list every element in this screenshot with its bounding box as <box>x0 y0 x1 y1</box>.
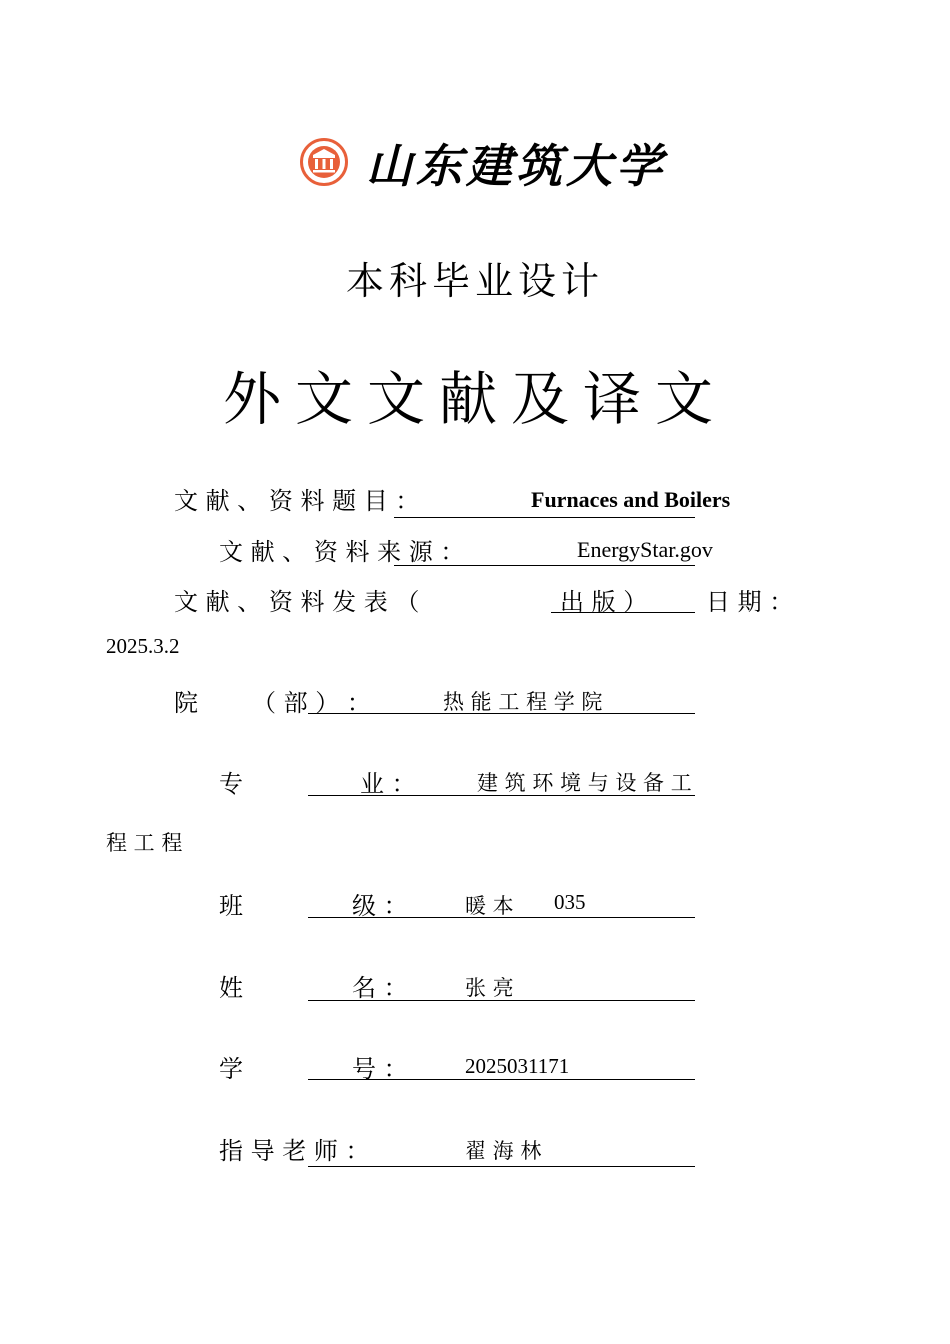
id-label-a: 学 <box>219 1055 243 1083</box>
major-value-b: 程 工 程 <box>106 831 183 855</box>
date-label-b: 出 版 ） <box>560 588 648 616</box>
major-underline <box>308 795 695 796</box>
title-value: Furnaces and Boilers <box>531 487 731 512</box>
advisor-value: 翟 海 林 <box>465 1139 542 1163</box>
id-value: 2025031171 <box>465 1054 570 1078</box>
source-label: 文 献 、 资 料 来 源 ： <box>219 538 465 566</box>
dept-underline <box>308 713 695 714</box>
title-label: 文 献 、 资 料 题 目 ： <box>174 487 420 515</box>
date-label-a: 文 献 、 资 料 发 表 （ <box>174 588 420 616</box>
advisor-label: 指 导 老 师 ： <box>219 1137 370 1165</box>
advisor-underline <box>308 1166 695 1167</box>
major-label-a: 专 <box>219 770 243 798</box>
document-type: 本科毕业设计 <box>345 259 604 303</box>
major-value-a: 建 筑 环 境 与 设 备 工 <box>477 771 692 795</box>
name-value: 张 亮 <box>465 976 514 1000</box>
university-seal-icon <box>300 138 348 186</box>
class-value-b: 035 <box>554 890 586 914</box>
class-label-b: 级 ： <box>352 892 408 920</box>
title-underline <box>394 517 695 518</box>
date-value: 2025.3.2 <box>106 634 180 658</box>
id-underline <box>308 1079 695 1080</box>
dept-label-b: （ 部 ） ： <box>252 689 371 717</box>
name-underline <box>308 1000 695 1001</box>
name-label-a: 姓 <box>219 974 243 1002</box>
class-label-a: 班 <box>219 892 243 920</box>
date-label-c: 日 期 ： <box>706 588 794 616</box>
source-value: EnergyStar.gov <box>577 537 713 562</box>
university-name: 山东建筑大学 <box>366 139 666 193</box>
id-label-b: 号 ： <box>352 1055 408 1083</box>
document-title: 外文文献及译文 <box>222 365 727 433</box>
major-label-b: 业 ： <box>360 770 416 798</box>
class-value-a: 暖 本 <box>465 894 514 918</box>
name-label-b: 名 ： <box>352 974 408 1002</box>
date-underline <box>551 612 695 613</box>
source-underline <box>394 565 695 566</box>
class-underline <box>308 917 695 918</box>
dept-value: 热 能 工 程 学 院 <box>443 690 603 714</box>
dept-label-a: 院 <box>174 689 198 717</box>
